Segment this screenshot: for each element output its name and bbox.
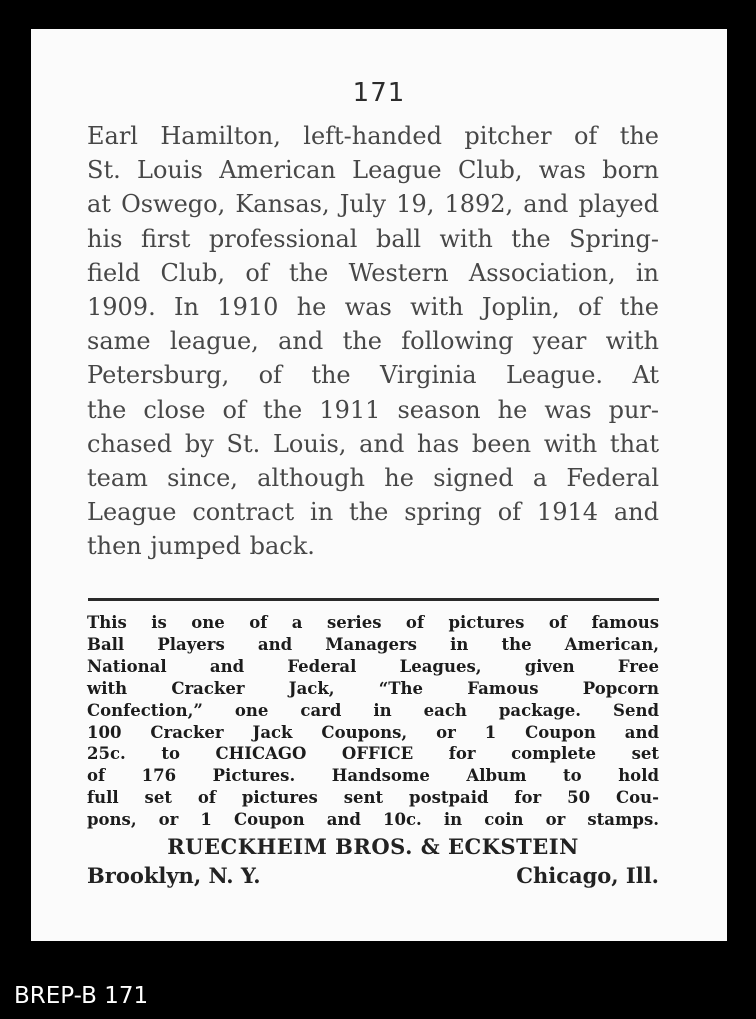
bio-line: then jumped back.: [87, 532, 315, 561]
bio-line: field Club, of the Western Association, in: [87, 258, 659, 287]
trading-card-back: [31, 29, 727, 941]
bio-line: team since, although he signed a Federal: [87, 464, 659, 493]
offer-line: of 176 Pictures. Handsome Album to hold: [87, 766, 659, 786]
divider-rule: [88, 598, 659, 601]
offer-line: full set of pictures sent postpaid for 50 Cou-: [87, 788, 659, 808]
offer-line: Ball Players and Managers in the American,: [87, 634, 659, 654]
offer-line: with Cracker Jack, “The Famous Popcorn: [87, 678, 659, 698]
bio-line: the close of the 1911 season he was pur-: [87, 395, 659, 424]
company-name: RUECKHEIM BROS. & ECKSTEIN: [167, 834, 579, 859]
bio-line: League contract in the spring of 1914 and: [87, 498, 659, 527]
city-chicago: Chicago, Ill.: [516, 863, 659, 888]
bio-line: St. Louis American League Club, was born: [87, 156, 659, 185]
image-caption: BREP-B 171: [14, 983, 149, 1009]
bio-line: at Oswego, Kansas, July 19, 1892, and played: [87, 190, 659, 219]
offer-line: This is one of a series of pictures of famous: [87, 613, 659, 632]
bio-line: Petersburg, of the Virginia League. At: [87, 361, 659, 390]
offer-line: 100 Cracker Jack Coupons, or 1 Coupon and: [87, 722, 659, 742]
bio-line: same league, and the following year with: [87, 327, 659, 356]
promotional-offer-text: [87, 612, 659, 831]
player-biography: [87, 119, 659, 564]
city-brooklyn: Brooklyn, N. Y.: [87, 863, 261, 888]
offer-line: National and Federal Leagues, given Free: [87, 656, 659, 676]
card-number: 171: [352, 78, 406, 108]
offer-line: 25c. to CHICAGO OFFICE for complete set: [87, 744, 659, 764]
offer-line: pons, or 1 Coupon and 10c. in coin or stamps.: [87, 810, 659, 830]
bio-line: his first professional ball with the Spring-: [87, 224, 659, 253]
offer-line: Confection,” one card in each package. Send: [87, 700, 659, 720]
bio-line: Earl Hamilton, left-handed pitcher of the: [87, 122, 659, 150]
bio-line: chased by St. Louis, and has been with that: [87, 429, 659, 458]
bio-line: 1909. In 1910 he was with Joplin, of the: [87, 293, 659, 322]
